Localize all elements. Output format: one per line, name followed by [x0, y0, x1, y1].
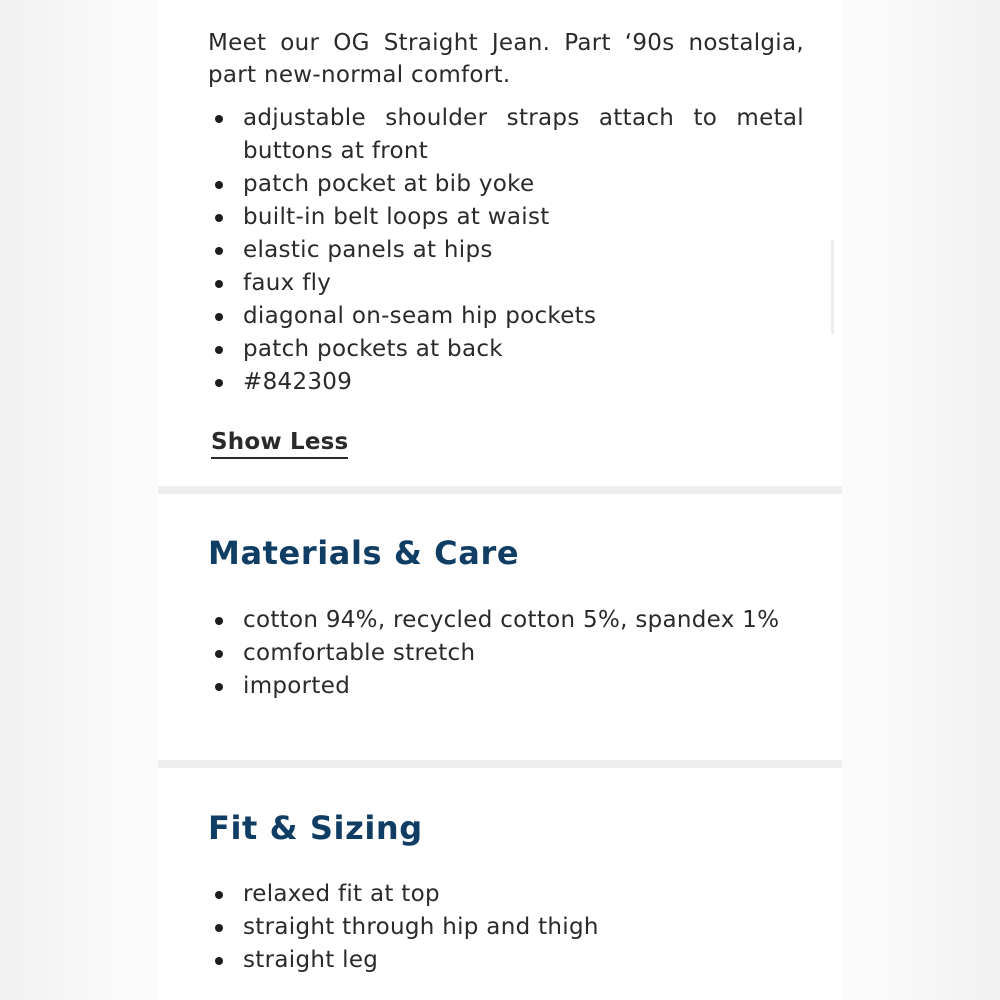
fit-section [158, 768, 842, 1000]
materials-section [158, 494, 842, 760]
section-divider [158, 486, 842, 494]
list-item-text: faux fly [243, 270, 332, 296]
details-section [158, 0, 842, 486]
list-item-text: built-in belt loops at waist [243, 204, 550, 230]
bullet-icon [215, 617, 223, 625]
show-less-wrapper [211, 428, 348, 459]
bullet-icon [215, 957, 223, 965]
materials-list [208, 604, 804, 703]
list-item-text: #842309 [243, 369, 353, 395]
list-item-text: imported [243, 673, 351, 699]
list-item [208, 911, 804, 944]
list-item-text: straight through hip and thigh [243, 914, 599, 940]
list-item [208, 637, 804, 670]
fit-content [208, 808, 804, 977]
list-item [208, 267, 804, 300]
list-item [208, 366, 804, 399]
product-description: Meet our OG Straight Jean. Part ‘90s nostalgia, part new-normal comfort. [208, 30, 804, 88]
bullet-icon [215, 924, 223, 932]
bullet-icon [215, 683, 223, 691]
list-item-text: comfortable stretch [243, 640, 476, 666]
content-column [158, 0, 842, 1000]
list-item-text: patch pockets at back [243, 336, 503, 362]
list-item-text: patch pocket at bib yoke [243, 171, 535, 197]
scrollbar[interactable] [831, 240, 834, 334]
bullet-icon [215, 280, 223, 288]
bullet-icon [215, 115, 223, 123]
show-less-link[interactable]: Show Less [211, 428, 348, 459]
bullet-icon [215, 379, 223, 387]
list-item-text: elastic panels at hips [243, 237, 493, 263]
list-item-text: cotton 94%, recycled cotton 5%, spandex 1% [243, 607, 780, 633]
bullet-icon [215, 346, 223, 354]
list-item [208, 102, 804, 168]
fit-title: Fit & Sizing [208, 809, 423, 847]
list-item [208, 944, 804, 977]
bullet-icon [215, 214, 223, 222]
list-item [208, 201, 804, 234]
list-item-text: straight leg [243, 947, 379, 973]
bullet-icon [215, 313, 223, 321]
details-list [208, 102, 804, 399]
list-item [208, 300, 804, 333]
list-item-text: adjustable shoulder straps attach to metal buttons at front [243, 105, 804, 164]
details-content [208, 27, 804, 399]
list-item [208, 878, 804, 911]
list-item [208, 604, 804, 637]
bullet-icon [215, 650, 223, 658]
list-item-text: diagonal on-seam hip pockets [243, 303, 597, 329]
fit-list [208, 878, 804, 977]
bullet-icon [215, 181, 223, 189]
list-item [208, 168, 804, 201]
materials-title: Materials & Care [208, 534, 520, 572]
list-item-text: relaxed fit at top [243, 881, 440, 907]
list-item [208, 333, 804, 366]
list-item [208, 234, 804, 267]
bullet-icon [215, 247, 223, 255]
bullet-icon [215, 891, 223, 899]
section-divider [158, 760, 842, 768]
list-item [208, 670, 804, 703]
materials-content [208, 533, 804, 703]
